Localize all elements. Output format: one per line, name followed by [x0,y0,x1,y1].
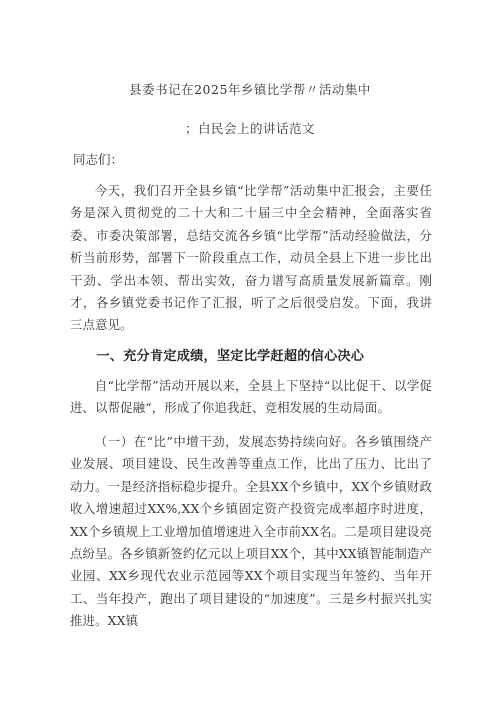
document-title-line-1: 县委书记在2025年乡镇比学帮〃活动集中 [129,82,371,97]
section-heading: 一、充分肯定成绩，坚定比学赶超的信心决心 [96,349,365,364]
salutation: 同志们： [73,152,124,167]
section-paragraph-2: （一）在“比”中增干劲，发展态势持续向好。各乡镇围绕产业发展、项目建设、民生改善等重点工作，比出了压力、比出了动力。一是经济指标稳步提升。全县XX个乡镇中，XX个乡镇财政收入增速超过XX%,XX个乡镇固定资产投资完成率超序时进度，XX个乡镇规上工业增加值增速进入全市前XX名。二是项目建设亮点纷呈。各乡镇新签约亿元以上项目XX个，其中XX镇智能制造产业园、XX乡现代农业示范园等XX个项目实现当年签约、当年开工、当年投产，跑出了项目建设的“加速度”。三是乡村振兴扎实推进。XX镇 [70,434,432,629]
document-title-line-2: ；白民会上的讲话范文 [184,121,315,136]
section-paragraph-1: 自“比学帮”活动开展以来，全县上下坚持“以比促干、以学促进、以帮促融“，形成了你追我赶、竞相发展的生动局面。 [70,378,432,416]
opening-paragraph: 今天，我们召开全县乡镇“比学帮”活动集中汇报会，主要任务是深入贯彻党的二十大和二十届三中全会精神，全面落实省委、市委决策部署，总结交流各乡镇“比学帮”活动经验做法，分析当前形势，部署下一阶段重点工作，动员全县上下进一步比出干劲、学出本领、帮出实效，奋力谱写高质量发展新篇章。刚才，各乡镇党委书记作了汇报，听了之后很受启发。下面，我讲三点意见。 [70,183,432,333]
